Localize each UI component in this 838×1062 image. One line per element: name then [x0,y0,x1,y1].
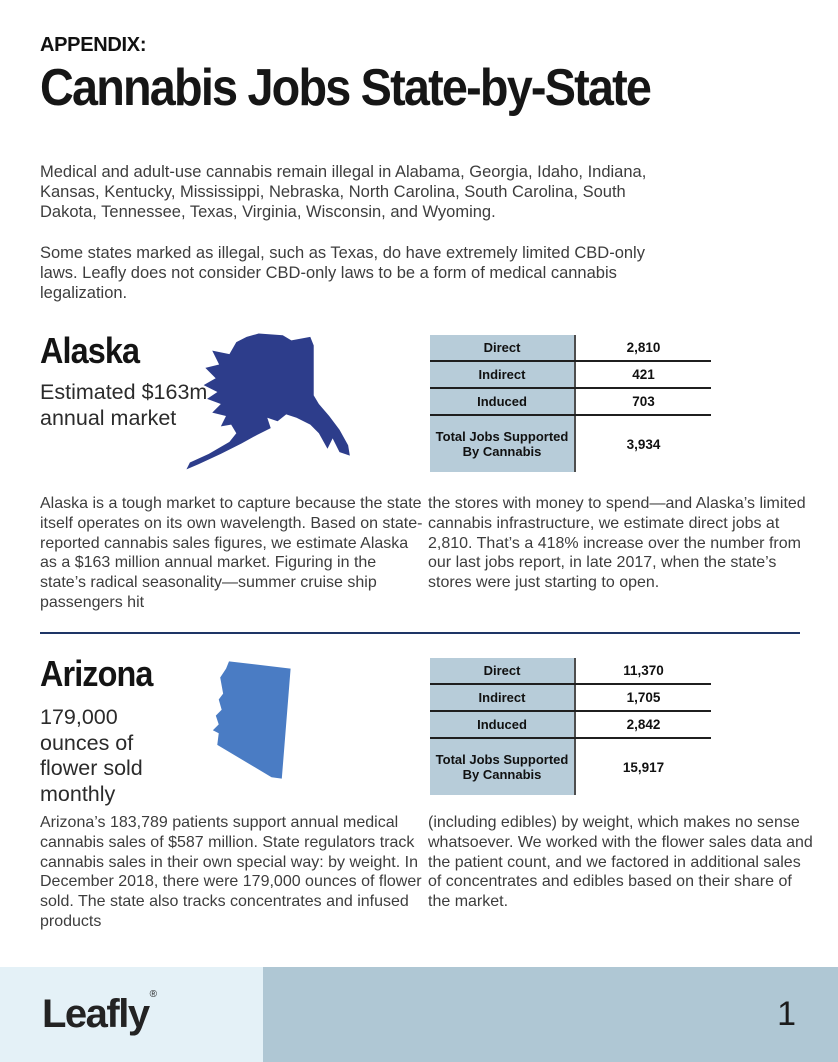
table-row-label: Induced [430,712,576,737]
section-divider [40,632,800,634]
table-row [430,685,711,712]
alaska-body-column-1: Alaska is a tough market to capture because the state itself operates on its own wavelength. Based on state-reported cannabis sales figures, we estimate Alaska as a $163 million annual market. Figuring in the state’s radical seasonality—summer cruise ship passengers hit [40,495,423,611]
page-number: 1 [777,995,796,1033]
table-row [430,739,711,795]
table-row-label: Induced [430,389,576,414]
table-row [430,335,711,362]
state-subtitle-arizona: 179,000 ounces of flower sold monthly [40,705,143,806]
table-row-value: 3,934 [626,436,661,452]
page-title [40,58,718,118]
intro-paragraph-2: Some states marked as illegal, such as Texas, do have extremely limited CBD-only laws. Leafly does not consider CBD-only laws to be a form of medical cannabis legalization. [40,244,645,302]
table-row-value: 11,370 [623,663,664,678]
page-title-text: Cannabis Jobs State-by-State [40,59,651,117]
table-row-value: 703 [632,394,655,409]
jobs-table-alaska [430,335,711,472]
table-row-label: Indirect [430,362,576,387]
appendix-label: APPENDIX: [40,34,147,56]
intro-paragraph-1: Medical and adult-use cannabis remain illegal in Alabama, Georgia, Idaho, Indiana, Kansas, Kentucky, Mississippi, Nebraska, North Carolina, South Carolina, South Dakota, Tennessee, Texas, Virginia, Wisconsin, and Wyoming. [40,163,647,221]
state-heading-alaska: Alaska [40,330,140,371]
alaska-map-shape [186,333,349,469]
table-row [430,362,711,389]
leafly-logo: Leafly® [42,988,156,1036]
table-row [430,658,711,685]
footer-page-panel [263,967,838,1062]
footer-logo-panel [0,967,263,1062]
page-footer [0,967,838,1062]
table-row-value: 1,705 [626,690,661,705]
state-subtitle-alaska: Estimated $163m annual market [40,380,208,430]
table-row-label: Direct [430,658,576,683]
table-row [430,416,711,472]
table-row [430,389,711,416]
state-heading-arizona: Arizona [40,653,153,694]
table-row-label: Total Jobs Supported By Cannabis [430,739,576,795]
alaska-body-column-2: the stores with money to spend—and Alaska’s limited cannabis infrastructure, we estimate direct jobs at 2,810. That’s a 418% increase over the number from our last jobs report, in late 2017, when the state’s stores were just starting to open. [428,495,806,592]
arizona-map-icon [207,658,295,782]
table-row-value: 15,917 [622,759,665,775]
table-row-label: Indirect [430,685,576,710]
arizona-body-column-2: (including edibles) by weight, which makes no sense whatsoever. We worked with the flower sales data and the patient count, and we factored in additional sales of concentrates and edibles based on their share of the market. [428,814,813,911]
alaska-map-icon [183,330,355,478]
table-row-label: Direct [430,335,576,360]
table-row-value: 421 [632,367,655,382]
table-row-label: Total Jobs Supported By Cannabis [430,416,576,472]
table-row-value: 2,842 [626,717,661,732]
table-row [430,712,711,739]
arizona-map-shape [213,661,291,778]
arizona-body-column-1: Arizona’s 183,789 patients support annual medical cannabis sales of $587 million. State regulators track cannabis sales in their own special way: by weight. In December 2018, there were 179,000 ounces of flower sold. The state also tracks concentrates and infused products [40,814,422,930]
jobs-table-arizona [430,658,711,795]
table-row-value: 2,810 [626,340,661,355]
registered-mark: ® [149,988,156,1000]
